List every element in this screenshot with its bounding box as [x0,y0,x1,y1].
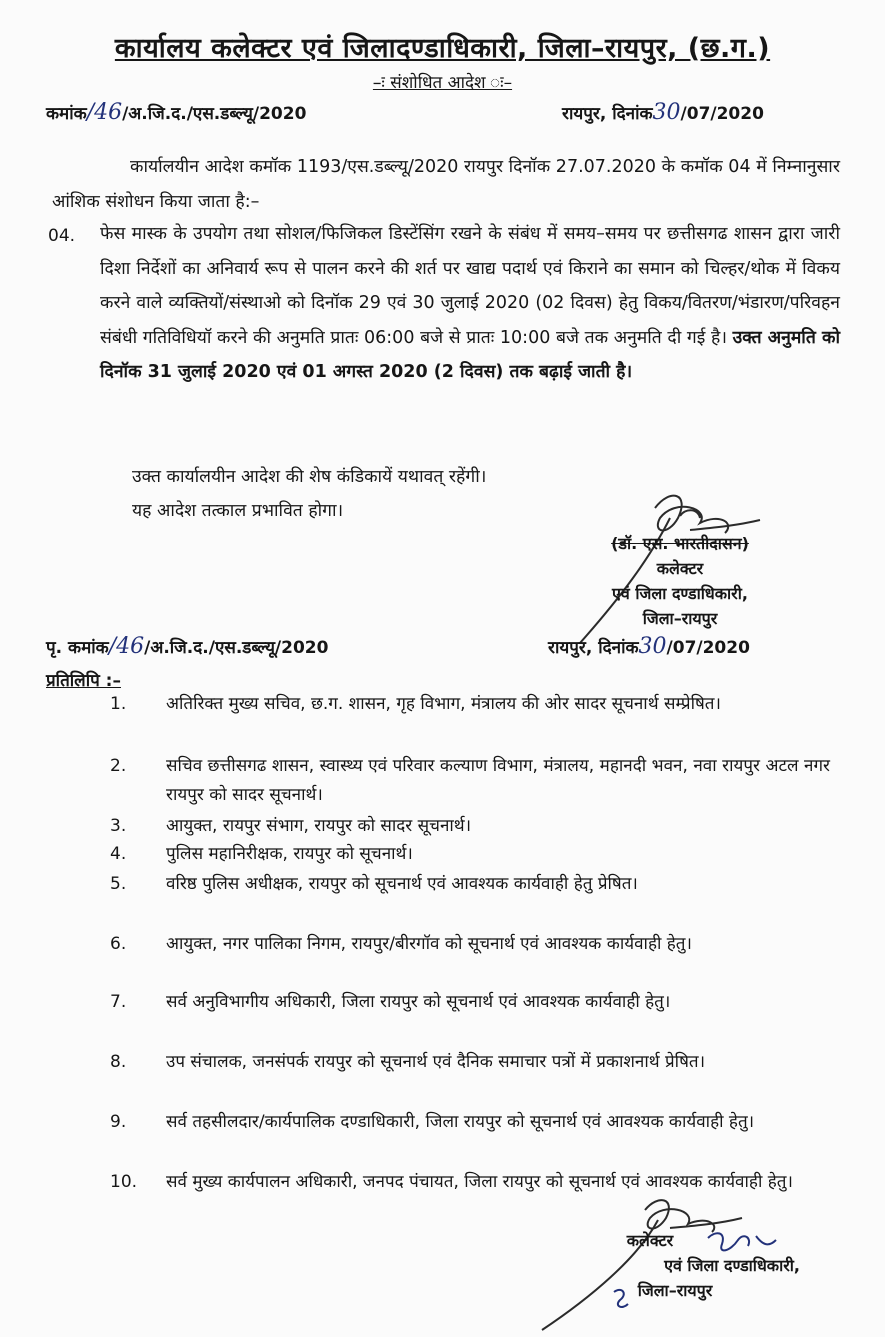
clause-paragraph [100,217,840,390]
order-number-suffix: /अ.जि.द./एस.डब्ल्यू/2020 [122,104,307,124]
signature-block-2 [570,1228,800,1303]
signatory-name: (डॉ. एस. भारतीदासन) [611,534,749,553]
list-item-text: अतिरिक्त मुख्य सचिव, छ.ग. शासन, गृह विभाग, मंत्रालय की ओर सादर सूचनार्थ सम्प्रेषित। [166,694,721,714]
order-subtitle: –ः संशोधित आदेश ः– [372,73,513,93]
signatory-designation-1: कलेक्टर [656,559,704,578]
copy-heading: प्रतिलिपि :– [46,671,121,691]
list-item-text: सर्व मुख्य कार्यपालन अधिकारी, जनपद पंचायत, जिला रायपुर को सूचनार्थ एवं आवश्यक कार्यवाही हेतु। [166,1172,793,1192]
signatory-designation-3: जिला–रायपुर [642,609,718,628]
list-item-text: उप संचालक, जनसंपर्क रायपुर को सूचनार्थ एवं दैनिक समाचार पत्रों में प्रकाशनार्थ प्रेषित। [166,1052,706,1072]
list-item-number: 9. [110,1112,127,1132]
copy-date-prefix: रायपुर, दिनांक [548,638,639,658]
signatory-designation-2: एवं जिला दण्डाधिकारी, [612,584,748,603]
list-item-text: वरिष्ठ पुलिस अधीक्षक, रायपुर को सूचनार्थ एवं आवश्यक कार्यवाही हेतु प्रेषित। [166,874,638,894]
order-date-line [562,100,764,125]
order-number-line [46,100,306,125]
clause-bold-text: उक्त अनुमति को दिनॉक 31 जुलाई 2020 एवं 01 अगस्त 2020 (2 दिवस) तक बढ़ाई जाती है। [100,327,840,382]
order-date-prefix: रायपुर, दिनांक [562,104,653,124]
handwritten-order-date: 30 [652,100,681,125]
signatory2-designation-1: कलेक्टर [626,1231,674,1250]
list-item-number: 1. [110,694,127,714]
copy-number-line [46,634,328,659]
clause-number: 04. [48,226,76,246]
list-item-number: 3. [110,816,127,836]
copy-number-suffix: /अ.जि.द./एस.डब्ल्यू/2020 [144,638,329,658]
handwritten-order-number: /46 [86,100,123,125]
list-item-number: 8. [110,1052,127,1072]
list-item-text: आयुक्त, नगर पालिका निगम, रायपुर/बीरगॉव को सूचनार्थ एवं आवश्यक कार्यवाही हेतु। [166,934,692,954]
clause-text: फेस मास्क के उपयोग तथा सोशल/फिजिकल डिस्टेंसिंग रखने के संबंध में समय–समय पर छत्तीसगढ शासन द्वारा जारी दिशा निर्देशों का अनिवार्य रूप से पालन करने की शर्त पर खाद्य पदार्थ एवं किराने का समान को चिल्हर/थोक में विकय करने वाले व्यक्तियों/संस्थाओ को दिनॉक 29 एवं 30 जुलाई 2020 (02 दिवस) हेतु विकय/वितरण/भंडारण/परिवहन संबंधी गतिविधियॉ करने की अनुमति प्रातः 06:00 बजे से प्रातः 10:00 बजे तक अनुमति दी गई है। [100,224,840,348]
office-title: कार्यालय कलेक्टर एवं जिलादण्डाधिकारी, जिला–रायपुर, (छ.ग.) [114,33,771,64]
order-date-suffix: /07/2020 [680,104,764,124]
handwritten-copy-number: /46 [108,634,145,659]
remaining-clauses-line: उक्त कार्यालयीन आदेश की शेष कंडिकायें यथावत् रहेंगी। [132,467,487,487]
list-item-text: सर्व अनुविभागीय अधिकारी, जिला रायपुर को सूचनार्थ एवं आवश्यक कार्यवाही हेतु। [166,992,671,1012]
copy-date-suffix: /07/2020 [666,638,750,658]
list-item-text: सचिव छत्तीसगढ शासन, स्वास्थ्य एवं परिवार कल्याण विभाग, मंत्रालय, महानदी भवन, नवा रायपुर अटल नगर रायपुर को सादर सूचनार्थ। [166,756,830,805]
copy-number-prefix: पृ. कमांक [46,638,109,658]
list-item-text: सर्व तहसीलदार/कार्यपालिक दण्डाधिकारी, जिला रायपुर को सूचनार्थ एवं आवश्यक कार्यवाही हेतु। [166,1112,755,1132]
list-item-number: 6. [110,934,127,954]
intro-paragraph: कार्यालयीन आदेश कमॉक 1193/एस.डब्ल्यू/2020 रायपुर दिनॉक 27.07.2020 के कमॉक 04 में निम्नानुसार आंशिक संशोधन किया जाता है:– [52,157,840,212]
list-item-number: 2. [110,756,127,776]
signature-block-1 [560,531,800,631]
list-item-number: 10. [110,1172,138,1192]
list-item-number: 5. [110,874,127,894]
copy-date-line [548,634,750,659]
list-item-number: 7. [110,992,127,1012]
handwritten-copy-date: 30 [638,634,667,659]
list-item-text: पुलिस महानिरीक्षक, रायपुर को सूचनार्थ। [166,844,413,864]
list-item-number: 4. [110,844,127,864]
list-item-text: आयुक्त, रायपुर संभाग, रायपुर को सादर सूचनार्थ। [166,816,472,836]
effective-line: यह आदेश तत्काल प्रभावित होगा। [132,501,344,521]
signatory2-designation-3: जिला–रायपुर [637,1281,713,1300]
order-number-prefix: कमांक [46,104,87,124]
signatory2-designation-2: एवं जिला दण्डाधिकारी, [664,1256,800,1275]
